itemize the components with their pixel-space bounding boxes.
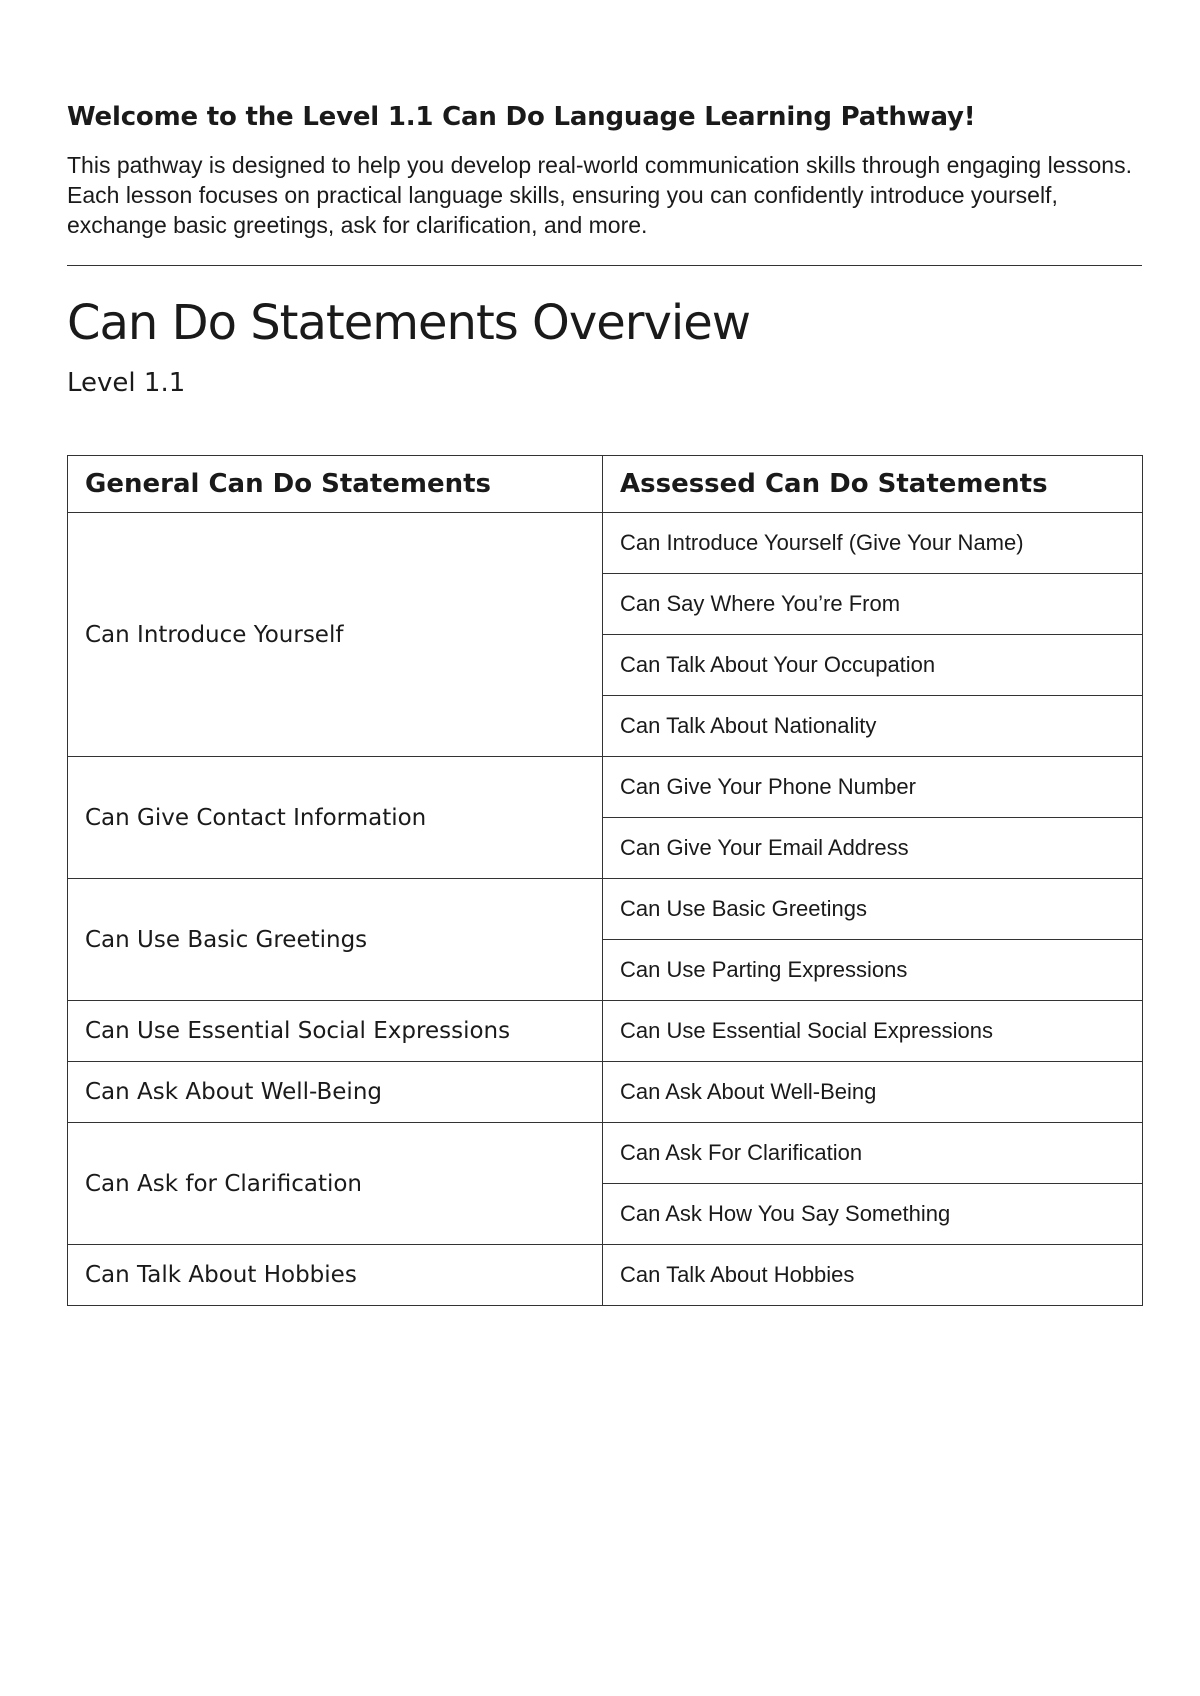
general-statement-cell: Can Ask About Well-Being	[68, 1062, 603, 1123]
assessed-statement-cell: Can Say Where You’re From	[603, 574, 1143, 635]
table-row	[68, 879, 1143, 940]
assessed-statement-cell: Can Use Essential Social Expressions	[603, 1001, 1143, 1062]
can-do-statements-table	[67, 455, 1143, 1306]
table-row	[68, 1001, 1143, 1062]
assessed-statement-cell: Can Give Your Phone Number	[603, 757, 1143, 818]
intro-title: Welcome to the Level 1.1 Can Do Language Learning Pathway!	[67, 102, 976, 132]
table-row	[68, 1123, 1143, 1184]
assessed-statement-cell: Can Talk About Your Occupation	[603, 635, 1143, 696]
assessed-statement-cell: Can Talk About Nationality	[603, 696, 1143, 757]
general-statement-cell: Can Introduce Yourself	[68, 513, 603, 757]
table-body	[68, 513, 1143, 1306]
general-statement-cell: Can Use Essential Social Expressions	[68, 1001, 603, 1062]
general-column-header: General Can Do Statements	[68, 456, 603, 513]
section-divider	[67, 265, 1142, 266]
table-row	[68, 757, 1143, 818]
page-title: Can Do Statements Overview	[67, 295, 751, 351]
assessed-statement-cell: Can Use Parting Expressions	[603, 940, 1143, 1001]
assessed-statement-cell: Can Use Basic Greetings	[603, 879, 1143, 940]
general-statement-cell: Can Give Contact Information	[68, 757, 603, 879]
table-row	[68, 513, 1143, 574]
general-statement-cell: Can Ask for Clarification	[68, 1123, 603, 1245]
table-header-row	[68, 456, 1143, 513]
intro-text: This pathway is designed to help you develop real-world communication skills through engaging lessons. Each lesson focuses on practical language skills, ensuring you can confidently introduce yourself, exchange basic greetings, ask for clarification, and more.	[67, 152, 1132, 238]
assessed-statement-cell: Can Give Your Email Address	[603, 818, 1143, 879]
general-statement-cell: Can Talk About Hobbies	[68, 1245, 603, 1306]
table-row	[68, 1062, 1143, 1123]
assessed-statement-cell: Can Ask About Well-Being	[603, 1062, 1143, 1123]
general-statement-cell: Can Use Basic Greetings	[68, 879, 603, 1001]
assessed-statement-cell: Can Talk About Hobbies	[603, 1245, 1143, 1306]
assessed-statement-cell: Can Ask How You Say Something	[603, 1184, 1143, 1245]
assessed-column-header: Assessed Can Do Statements	[603, 456, 1143, 513]
assessed-statement-cell: Can Ask For Clarification	[603, 1123, 1143, 1184]
assessed-statement-cell: Can Introduce Yourself (Give Your Name)	[603, 513, 1143, 574]
level-label: Level 1.1	[67, 368, 186, 398]
table-row	[68, 1245, 1143, 1306]
